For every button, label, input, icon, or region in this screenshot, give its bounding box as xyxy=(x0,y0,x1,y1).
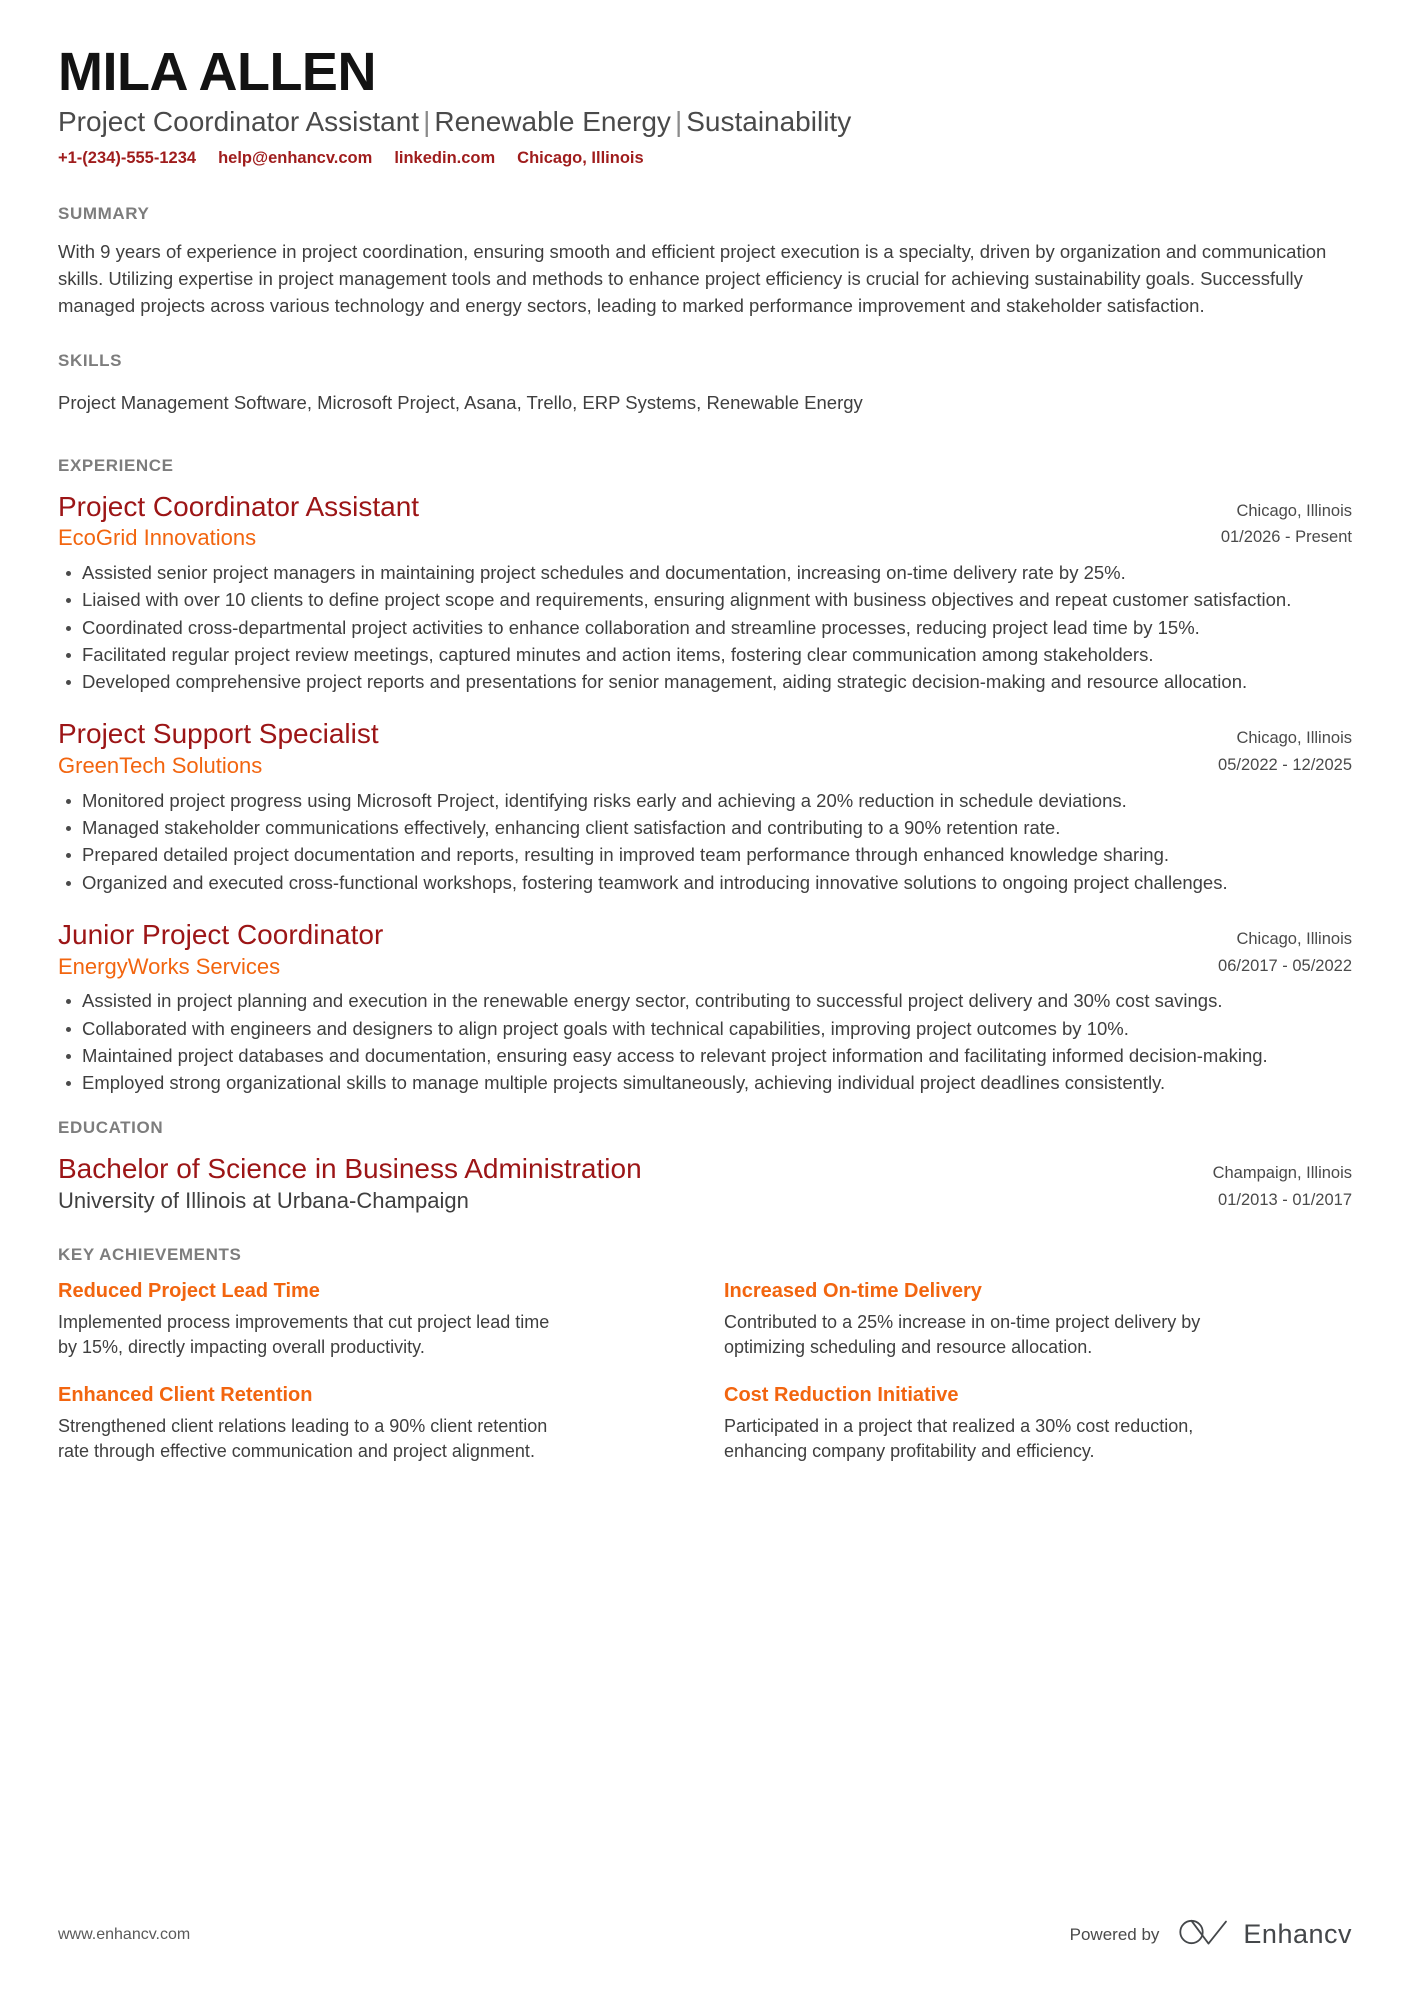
skills-section xyxy=(58,351,1352,416)
experience-entry-head xyxy=(58,717,1352,779)
job-title: Project Support Specialist xyxy=(58,718,379,750)
candidate-headline xyxy=(58,105,1352,138)
job-bullet: Collaborated with engineers and designers to align project goals with technical capabilities, improving project outcomes by 10%. xyxy=(58,1016,1352,1042)
job-bullet: Assisted senior project managers in maintaining project schedules and documentation, increasing on-time delivery rate by 25%. xyxy=(58,560,1352,586)
key-achievement-title: Cost Reduction Initiative xyxy=(724,1383,959,1406)
job-bullet: Employed strong organizational skills to manage multiple projects simultaneously, achieving individual project deadlines consistently. xyxy=(58,1070,1352,1096)
contact-row xyxy=(58,148,1352,169)
job-bullet: Coordinated cross-departmental project activities to enhance collaboration and streamline processes, reducing project lead time by 15%. xyxy=(58,615,1352,641)
summary-section-title: SUMMARY xyxy=(58,203,150,223)
education-entry-head xyxy=(58,1152,1352,1214)
key-achievement-title: Increased On-time Delivery xyxy=(724,1279,982,1302)
job-bullets xyxy=(58,788,1352,896)
contact-location: Chicago, Illinois xyxy=(517,149,644,168)
key-achievement-desc: Strengthened client relations leading to a 90% client retention rate through effective communication and project alignment. xyxy=(58,1415,548,1462)
key-achievement-desc: Implemented process improvements that cut project lead time by 15%, directly impacting overall productivity. xyxy=(58,1311,550,1358)
job-bullet: Assisted in project planning and execution in the renewable energy sector, contributing to successful project delivery and 30% cost savings. xyxy=(58,988,1352,1014)
headline-part-2: Renewable Energy xyxy=(434,106,671,138)
enhancv-brand-name: Enhancv xyxy=(1243,1919,1352,1949)
footer-website-url[interactable]: www.enhancv.com xyxy=(58,1925,191,1943)
job-bullet: Organized and executed cross-functional workshops, fostering teamwork and introducing innovative solutions to ongoing project challenges. xyxy=(58,870,1352,896)
experience-section xyxy=(58,456,1352,1097)
company-name: EcoGrid Innovations xyxy=(58,525,257,551)
job-dates: 01/2026 - Present xyxy=(1220,528,1352,547)
experience-entry-left xyxy=(58,717,1218,779)
education-dates: 01/2013 - 01/2017 xyxy=(1218,1191,1352,1210)
key-achievements-section xyxy=(58,1245,1352,1465)
key-achievement-title: Reduced Project Lead Time xyxy=(58,1279,320,1302)
education-section xyxy=(58,1118,1352,1214)
degree-title: Bachelor of Science in Business Administration xyxy=(58,1153,642,1185)
education-entry-left xyxy=(58,1152,1213,1214)
job-bullet: Facilitated regular project review meetings, captured minutes and action items, fostering clear communication among stakeholders. xyxy=(58,642,1352,668)
contact-linkedin[interactable]: linkedin.com xyxy=(394,149,496,168)
skills-list: Project Management Software, Microsoft Project, Asana, Trello, ERP Systems, Renewable Energy xyxy=(58,391,863,413)
job-bullet: Prepared detailed project documentation and reports, resulting in improved team performance through enhanced knowledge sharing. xyxy=(58,842,1352,868)
experience-entry xyxy=(58,717,1352,895)
key-achievement-item xyxy=(58,1279,682,1361)
job-dates: 06/2017 - 05/2022 xyxy=(1218,956,1352,975)
experience-entry-meta xyxy=(1218,918,1352,979)
candidate-name: MILA ALLEN xyxy=(58,42,376,102)
experience-section-title: EXPERIENCE xyxy=(58,455,174,475)
headline-separator: | xyxy=(423,106,431,138)
job-bullet: Monitored project progress using Microsoft Project, identifying risks early and achieving a 20% reduction in schedule deviations. xyxy=(58,788,1352,814)
job-bullet: Liaised with over 10 clients to define project scope and requirements, ensuring alignment with business objectives and repeat customer satisfaction. xyxy=(58,587,1352,613)
summary-text: With 9 years of experience in project coordination, ensuring smooth and efficient project execution is a specialty, driven by organization and communication skills. Utilizing expertise in project management tools and methods to enhance project efficiency is crucial for achieving sustainability goals. Successfully managed projects across various technology and energy sectors, leading to marked performance improvement and stakeholder satisfaction. xyxy=(58,240,1327,316)
key-achievement-item xyxy=(724,1279,1348,1361)
powered-by-label: Powered by xyxy=(1069,1924,1160,1944)
key-achievements-grid xyxy=(58,1279,1348,1465)
key-achievement-item xyxy=(58,1383,682,1465)
job-location: Chicago, Illinois xyxy=(1236,501,1352,520)
summary-section xyxy=(58,204,1352,319)
job-bullets xyxy=(58,988,1352,1096)
headline-part-1: Project Coordinator Assistant xyxy=(58,106,420,138)
job-bullet: Developed comprehensive project reports and presentations for senior management, aiding strategic decision-making and resource allocation. xyxy=(58,669,1352,695)
key-achievements-section-title: KEY ACHIEVEMENTS xyxy=(58,1244,242,1264)
experience-entry-left xyxy=(58,490,1221,552)
skills-section-title: SKILLS xyxy=(58,350,123,370)
experience-entry-meta xyxy=(1218,717,1352,778)
company-name: GreenTech Solutions xyxy=(58,753,263,779)
contact-email[interactable]: help@enhancv.com xyxy=(218,149,373,168)
key-achievement-desc: Contributed to a 25% increase in on-time project delivery by optimizing scheduling and resource allocation. xyxy=(724,1311,1201,1358)
education-location: Champaign, Illinois xyxy=(1212,1164,1352,1183)
key-achievement-title: Enhanced Client Retention xyxy=(58,1383,313,1406)
enhancv-infinity-icon xyxy=(1177,1918,1231,1951)
education-entry xyxy=(58,1152,1352,1214)
experience-entry xyxy=(58,918,1352,1096)
company-name: EnergyWorks Services xyxy=(58,953,281,979)
headline-part-3: Sustainability xyxy=(686,106,852,138)
job-bullets xyxy=(58,560,1352,695)
job-bullet: Managed stakeholder communications effectively, enhancing client satisfaction and contributing to a 90% retention rate. xyxy=(58,815,1352,841)
key-achievement-desc: Participated in a project that realized a 30% cost reduction, enhancing company profitability and efficiency. xyxy=(724,1415,1194,1462)
footer-brand xyxy=(1070,1918,1352,1951)
experience-entry-head xyxy=(58,490,1352,552)
key-achievement-item xyxy=(724,1383,1348,1465)
education-entry-meta xyxy=(1213,1152,1352,1213)
page-footer xyxy=(58,1918,1352,1951)
experience-entry-head xyxy=(58,918,1352,980)
job-location: Chicago, Illinois xyxy=(1236,929,1352,948)
job-title: Junior Project Coordinator xyxy=(58,918,384,950)
education-section-title: EDUCATION xyxy=(58,1118,164,1138)
experience-entry xyxy=(58,490,1352,696)
job-location: Chicago, Illinois xyxy=(1236,729,1352,748)
experience-entry-meta xyxy=(1221,490,1352,551)
headline-separator: | xyxy=(674,106,683,138)
job-title: Project Coordinator Assistant xyxy=(58,490,420,522)
contact-phone[interactable]: +1-(234)-555-1234 xyxy=(58,149,197,168)
experience-entry-left xyxy=(58,918,1218,980)
job-bullet: Maintained project databases and documentation, ensuring easy access to relevant project information and facilitating informed decision-making. xyxy=(58,1043,1352,1069)
enhancv-logo-lockup xyxy=(1177,1918,1352,1951)
institution-name: University of Illinois at Urbana-Champaign xyxy=(58,1188,469,1214)
resume-header xyxy=(58,44,1352,170)
job-dates: 05/2022 - 12/2025 xyxy=(1218,756,1352,775)
